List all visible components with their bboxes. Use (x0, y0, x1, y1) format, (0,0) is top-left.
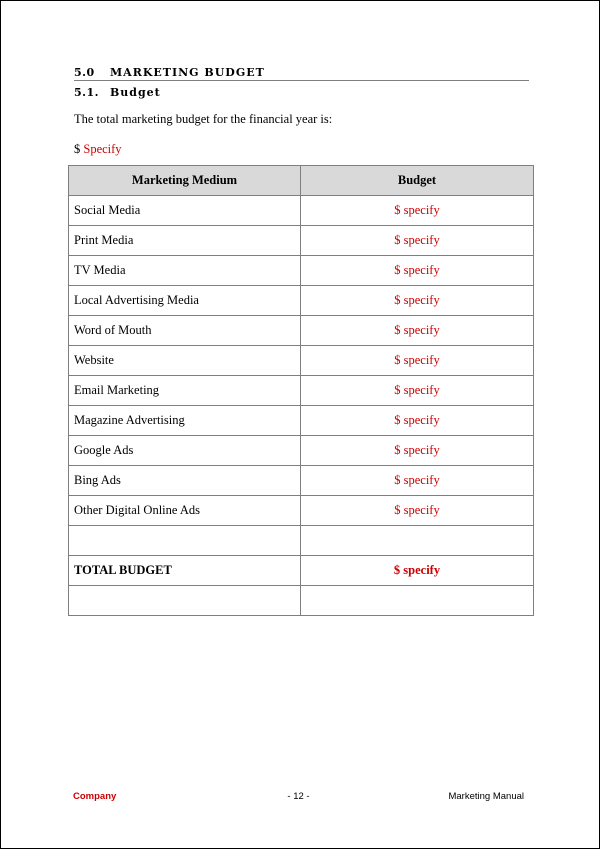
intro-text: The total marketing budget for the financial year is: (74, 112, 333, 126)
table-row (69, 196, 534, 226)
budget-cell (301, 526, 534, 556)
footer-manual-title: Marketing Manual (448, 791, 524, 802)
budget-cell (301, 586, 534, 616)
medium-cell: Local Advertising Media (69, 286, 301, 316)
subsection-number: 5.1. (74, 86, 99, 99)
table-row-empty (69, 526, 534, 556)
column-header-budget: Budget (301, 166, 534, 196)
column-header-medium: Marketing Medium (69, 166, 301, 196)
table-row (69, 226, 534, 256)
medium-cell: Website (69, 346, 301, 376)
medium-cell (69, 526, 301, 556)
total-budget-row (69, 556, 534, 586)
table-row (69, 286, 534, 316)
table-row (69, 376, 534, 406)
subsection-heading (74, 86, 161, 99)
table-header-row (69, 166, 534, 196)
budget-cell: $ specify (301, 436, 534, 466)
budget-cell: $ specify (301, 196, 534, 226)
medium-cell: Print Media (69, 226, 301, 256)
budget-cell: $ specify (301, 496, 534, 526)
budget-cell: $ specify (301, 316, 534, 346)
section-heading (74, 66, 529, 81)
medium-cell: Other Digital Online Ads (69, 496, 301, 526)
footer-company: Company (73, 791, 117, 802)
table-row (69, 316, 534, 346)
budget-table (68, 165, 534, 616)
currency-symbol: $ (74, 142, 81, 156)
table-row (69, 496, 534, 526)
medium-cell: TV Media (69, 256, 301, 286)
table-row (69, 466, 534, 496)
budget-cell: $ specify (301, 466, 534, 496)
medium-cell: Email Marketing (69, 376, 301, 406)
medium-cell: Word of Mouth (69, 316, 301, 346)
footer-page-number: - 12 - (287, 791, 310, 802)
medium-cell (69, 586, 301, 616)
table-row-empty (69, 586, 534, 616)
medium-cell: Google Ads (69, 436, 301, 466)
budget-cell: $ specify (301, 406, 534, 436)
budget-cell: $ specify (301, 286, 534, 316)
medium-cell: Magazine Advertising (69, 406, 301, 436)
budget-cell: $ specify (301, 256, 534, 286)
total-budget-placeholder: Specify (83, 142, 122, 156)
medium-cell: Bing Ads (69, 466, 301, 496)
table-row (69, 406, 534, 436)
section-title: MARKETING BUDGET (110, 66, 265, 79)
total-value-cell: $ specify (301, 556, 534, 586)
table-row (69, 346, 534, 376)
budget-cell: $ specify (301, 346, 534, 376)
total-budget-line (74, 142, 122, 157)
budget-cell: $ specify (301, 226, 534, 256)
table-row (69, 256, 534, 286)
table-row (69, 436, 534, 466)
subsection-title: Budget (110, 86, 161, 99)
medium-cell: Social Media (69, 196, 301, 226)
section-number: 5.0 (74, 66, 95, 79)
budget-cell: $ specify (301, 376, 534, 406)
total-label-cell: TOTAL BUDGET (69, 556, 301, 586)
